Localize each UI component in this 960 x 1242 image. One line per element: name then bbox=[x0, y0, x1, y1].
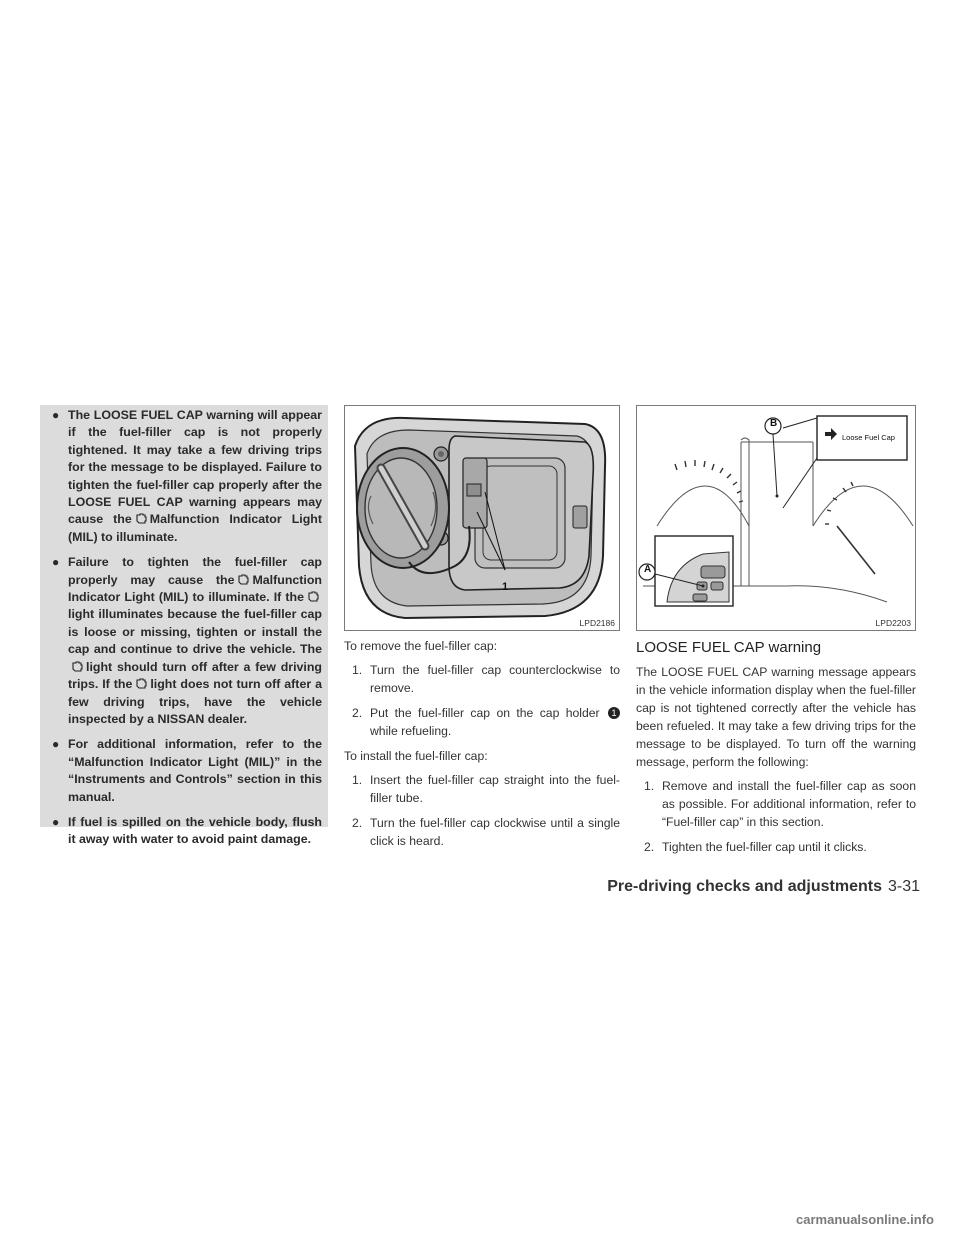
engine-check-icon bbox=[307, 591, 319, 602]
warning-item-3 bbox=[52, 736, 322, 806]
page-number: 3-31 bbox=[887, 878, 920, 895]
callout-ref-1: 1 bbox=[608, 707, 620, 719]
fuel-cap-figure bbox=[344, 405, 620, 631]
warning-item-4 bbox=[52, 814, 322, 849]
callout-a: A bbox=[644, 564, 652, 575]
warning-text: Malfunction Indicator Light (MIL) to illuminate. If the bbox=[68, 572, 322, 605]
bullet-icon: ● bbox=[52, 408, 60, 422]
warning-text: For additional information, refer to the “Malfunction Indicator Light (MIL)” in the “Instruments and Controls” section in this manual. bbox=[68, 737, 322, 804]
warning-item-2 bbox=[52, 554, 322, 728]
warning-box bbox=[40, 405, 328, 847]
loose-section bbox=[636, 639, 916, 856]
watermark: carmanualsonline.info bbox=[796, 1212, 934, 1227]
loose-step-1 bbox=[636, 777, 916, 831]
step-text: Tighten the fuel-filler cap until it clicks. bbox=[662, 840, 867, 854]
engine-check-icon bbox=[135, 678, 147, 689]
step-text: Put the fuel-filler cap on the cap holder bbox=[370, 706, 600, 720]
step-text: Turn the fuel-filler cap counterclockwise to remove. bbox=[370, 663, 620, 695]
install-intro: To install the fuel-filler cap: bbox=[344, 749, 488, 763]
bullet-icon: ● bbox=[52, 555, 60, 570]
fuel-filler-illustration bbox=[345, 406, 619, 630]
remove-section bbox=[344, 637, 620, 850]
warning-text: light illuminates because the fuel-filler cap is loose or missing, tighten or install the cap and continue to drive the vehicle. The bbox=[68, 607, 322, 657]
step-number: 1. bbox=[352, 663, 363, 677]
warning-text: Failure to tighten the fuel-filler cap properly may cause the bbox=[68, 555, 322, 587]
bullet-icon: ● bbox=[52, 737, 60, 752]
warning-text: light does not turn off after a few driving trips, have the vehicle inspected by a NISSAN dealer. bbox=[68, 677, 322, 726]
callout-1: 1 bbox=[502, 581, 509, 593]
loose-fuel-cap-column bbox=[636, 405, 916, 863]
remove-step-1 bbox=[344, 661, 620, 697]
step-number: 2. bbox=[352, 816, 363, 830]
section-heading: LOOSE FUEL CAP warning bbox=[636, 639, 822, 656]
step-text: while refueling. bbox=[370, 724, 452, 738]
warning-text: The LOOSE FUEL CAP warning will appear if the fuel-filler cap is not properly tightened. It may take a few driving trips for the message to be displayed. Failure to tighten the fuel-filler cap properly after the LOOSE FUEL CAP warning appears may cause the bbox=[68, 408, 322, 527]
figure-code: LPD2186 bbox=[579, 618, 615, 628]
step-text: Turn the fuel-filler cap clockwise until a single click is heard. bbox=[370, 816, 620, 848]
warning-text: light should turn off after a few driving trips. If the bbox=[68, 659, 322, 692]
display-message: Loose Fuel Cap bbox=[842, 433, 895, 442]
callout-b: B bbox=[770, 418, 778, 429]
figure-code: LPD2203 bbox=[875, 618, 911, 628]
step-number: 2. bbox=[644, 840, 655, 854]
step-number: 1. bbox=[352, 773, 363, 787]
install-step-1 bbox=[344, 771, 620, 807]
page-footer bbox=[607, 878, 920, 896]
section-name: Pre-driving checks and adjustments bbox=[607, 878, 882, 895]
remove-install-column bbox=[344, 405, 620, 857]
step-text: Remove and install the fuel-filler cap as soon as possible. For additional information, refer to “Fuel-filler cap” in this section. bbox=[662, 779, 916, 829]
instrument-panel-figure bbox=[636, 405, 916, 631]
step-number: 2. bbox=[352, 706, 363, 720]
engine-check-icon bbox=[71, 661, 83, 672]
warning-text: Malfunction Indicator Light (MIL) to illuminate. bbox=[68, 512, 322, 544]
loose-paragraph: The LOOSE FUEL CAP warning message appears in the vehicle information display when the fuel-filler cap is not tightened correctly after the vehicle has been refueled. It may take a few driving trips for the message to be displayed. To turn off the warning message, perform the following: bbox=[636, 665, 916, 769]
warning-item-1 bbox=[52, 407, 322, 546]
remove-step-2 bbox=[344, 704, 620, 740]
engine-check-icon bbox=[237, 574, 249, 585]
remove-intro: To remove the fuel-filler cap: bbox=[344, 639, 498, 653]
step-number: 1. bbox=[644, 779, 655, 793]
loose-step-2 bbox=[636, 838, 916, 856]
bullet-icon: ● bbox=[52, 814, 60, 829]
warning-text: If fuel is spilled on the vehicle body, flush it away with water to avoid paint damage. bbox=[68, 814, 322, 847]
engine-check-icon bbox=[135, 513, 147, 524]
step-text: Insert the fuel-filler cap straight into the fuel-filler tube. bbox=[370, 773, 620, 805]
install-step-2 bbox=[344, 814, 620, 850]
